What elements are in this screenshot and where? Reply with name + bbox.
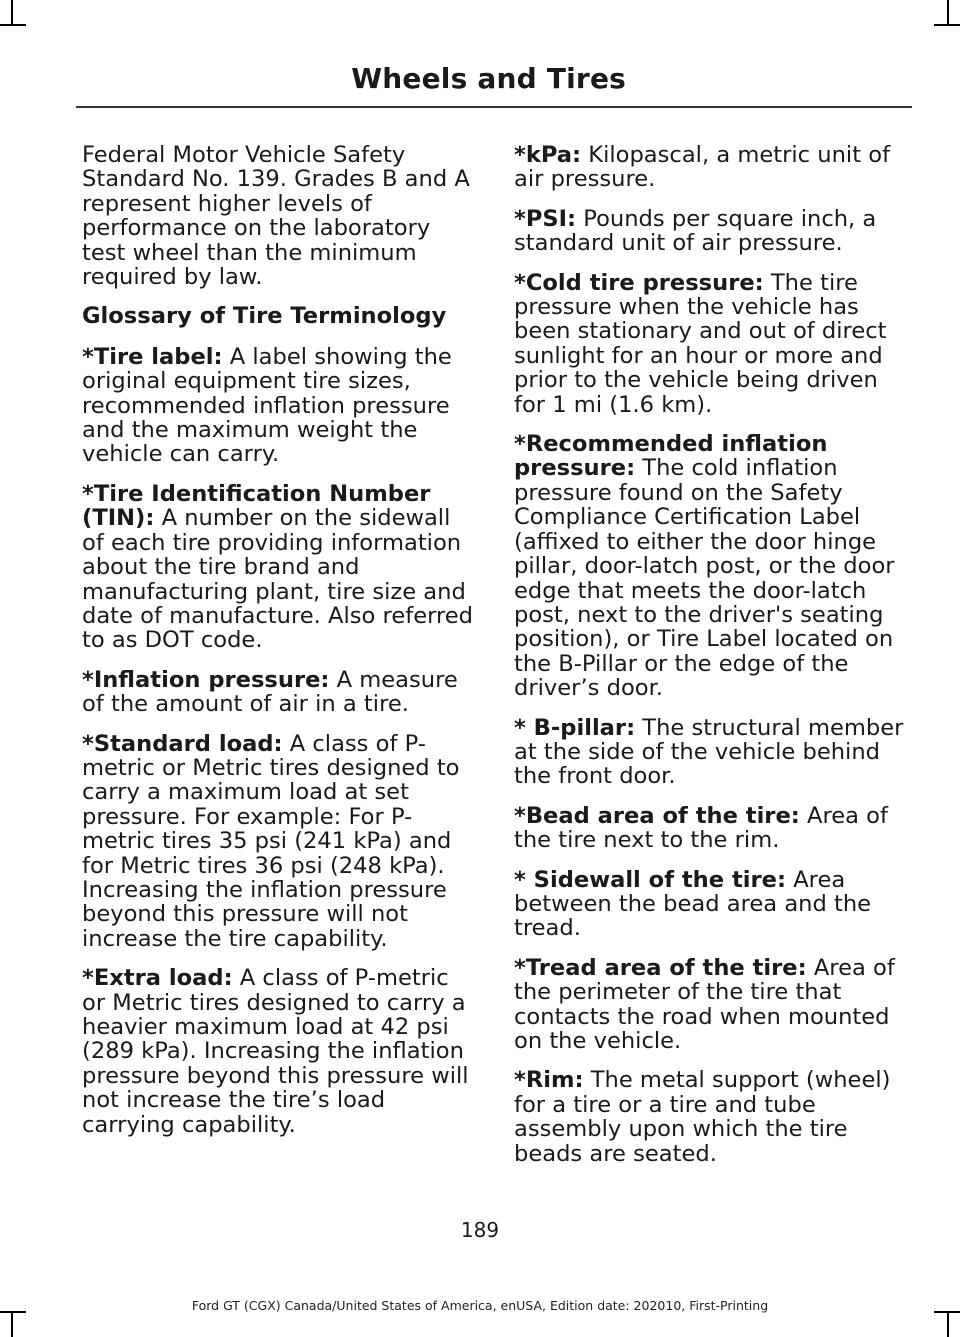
left-column — [82, 143, 478, 1152]
glossary-term: *PSI: — [514, 205, 577, 232]
glossary-term: *Rim: — [514, 1067, 584, 1094]
glossary-definition: Pounds per square inch, a standard unit of air pressure. — [514, 205, 877, 257]
glossary-term: *Extra load: — [82, 965, 233, 992]
glossary-term: * Sidewall of the tire: — [514, 866, 787, 893]
glossary-entry — [514, 716, 910, 789]
glossary-entry — [514, 868, 910, 941]
glossary-definition: Area of the perimeter of the tire that contacts the road when mounted on the vehicle. — [514, 954, 895, 1054]
glossary-term: *Inflation pressure: — [82, 666, 330, 693]
glossary-term: * B-pillar: — [514, 714, 636, 741]
glossary-term: *Tire Identification Number (TIN): — [82, 480, 431, 532]
glossary-definition: The cold inflation pressure found on the Safety Compliance Certification Label (affixed to either the door hinge pillar, door-latch post, or the door edge that meets the door-latch post, next to the driver's seating position), or Tire Label located on the B-Pillar or the edge of the driver’s door. — [514, 455, 895, 702]
glossary-entry — [514, 1068, 910, 1166]
glossary-definition: The metal support (wheel) for a tire or a tire and tube assembly upon which the tire beads are seated. — [514, 1067, 891, 1167]
glossary-term: *Bead area of the tire: — [514, 802, 800, 829]
glossary-definition: A class of P-metric or Metric tires designed to carry a maximum load at set pressure. For example: For P-metric tires 35 psi (241 kPa) and for Metric tires 36 psi (248 kPa). Increasing the inflation pressure beyond this pressure will not increase the tire capability. — [82, 730, 460, 952]
glossary-definition: Area of the tire next to the rim. — [514, 802, 888, 854]
glossary-entry — [82, 668, 478, 717]
glossary-entry — [82, 732, 478, 952]
glossary-term: *kPa: — [514, 142, 582, 168]
glossary-entry — [82, 345, 478, 467]
crop-mark — [947, 1311, 949, 1337]
glossary-definition: Area between the bead area and the tread. — [514, 866, 872, 942]
glossary-definition: A class of P-metric or Metric tires designed to carry a heavier maximum load at 42 psi (289 kPa). Increasing the inflation pressure beyond this pressure will not increase the tire’s load carrying capability. — [82, 965, 469, 1138]
crop-mark — [11, 1311, 13, 1337]
glossary-definition: A measure of the amount of air in a tire. — [82, 666, 458, 718]
glossary-term: *Tire label: — [82, 343, 223, 370]
glossary-entry — [82, 482, 478, 653]
header-divider — [76, 106, 912, 108]
crop-mark — [934, 24, 960, 26]
glossary-term: *Recommended inflation pressure: — [514, 431, 828, 482]
glossary-definition: Kilopascal, a metric unit of air pressure. — [514, 142, 891, 193]
glossary-term: *Tread area of the tire: — [514, 954, 807, 981]
glossary-definition: A label showing the original equipment tire sizes, recommended inflation pressure and the maximum weight the vehicle can carry. — [82, 343, 452, 468]
glossary-term: *Cold tire pressure: — [514, 269, 764, 296]
right-column — [514, 143, 910, 1181]
glossary-definition: The structural member at the side of the vehicle behind the front door. — [514, 714, 904, 790]
glossary-entry — [514, 432, 910, 700]
page-number: 189 — [460, 1218, 500, 1242]
glossary-entry — [514, 956, 910, 1054]
glossary-definition: A number on the sidewall of each tire providing information about the tire brand and manufacturing plant, tire size and date of manufacture. Also referred to as DOT code. — [82, 505, 474, 654]
intro-paragraph: Federal Motor Vehicle Safety Standard No. 139. Grades B and A represent higher levels of performance on the laboratory test wheel than the minimum required by law. — [82, 142, 470, 291]
glossary-term: *Standard load: — [82, 730, 283, 757]
page-title: Wheels and Tires — [351, 62, 626, 95]
section-heading: Glossary of Tire Terminology — [82, 303, 447, 330]
glossary-entry — [82, 966, 478, 1137]
glossary-definition: The tire pressure when the vehicle has been stationary and out of direct sunlight for an hour or more and prior to the vehicle being driven for 1 mi (1.6 km). — [514, 269, 887, 418]
crop-mark — [11, 0, 13, 26]
footer-edition-info: Ford GT (CGX) Canada/United States of America, enUSA, Edition date: 202010, First-Printing — [191, 1298, 769, 1313]
glossary-entry — [514, 804, 910, 853]
glossary-entry — [514, 143, 910, 192]
glossary-entry — [514, 207, 910, 256]
glossary-entry — [514, 271, 910, 417]
crop-mark — [0, 24, 26, 26]
crop-mark — [947, 0, 949, 26]
